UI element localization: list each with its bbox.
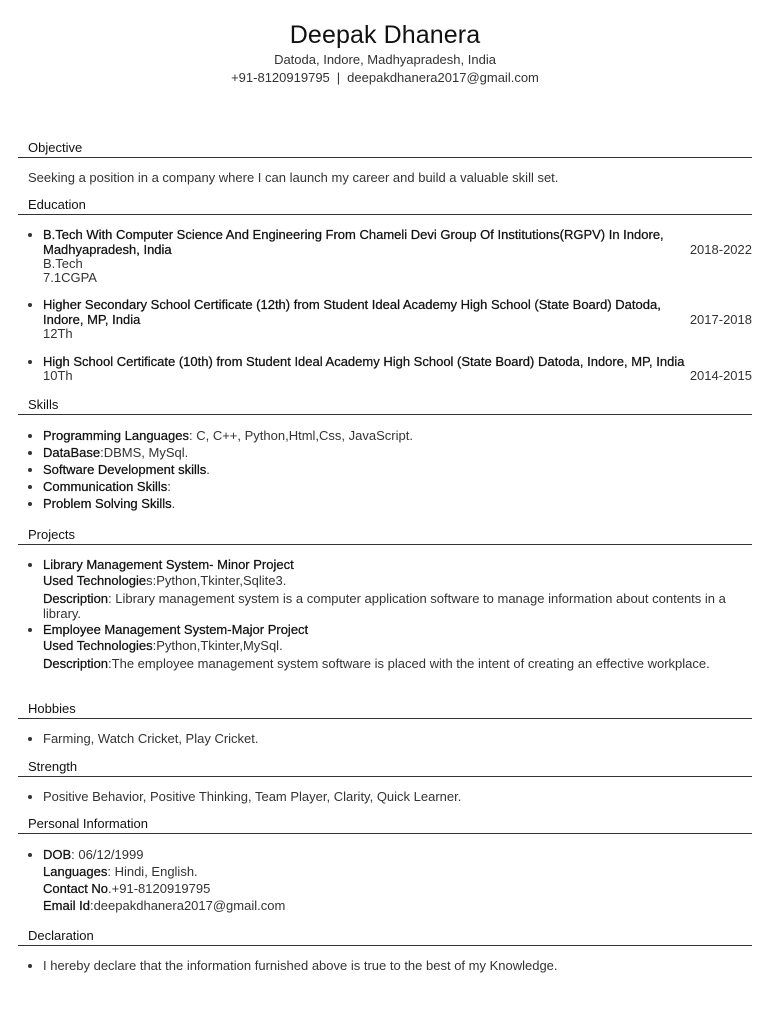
education-degree: 12Th bbox=[43, 326, 73, 341]
education-heading: Education bbox=[18, 197, 752, 215]
project-tech-value: s:Python,Tkinter,Sqlite3. bbox=[146, 573, 287, 588]
dob-label: DOB bbox=[43, 847, 72, 862]
contact-no-value: .+91-8120919795 bbox=[108, 881, 211, 896]
education-item bbox=[43, 353, 752, 383]
hobbies-heading: Hobbies bbox=[18, 701, 752, 719]
project-tech-value: :Python,Tkinter,MySql. bbox=[152, 638, 283, 653]
contact-line bbox=[18, 70, 752, 85]
project-title: • Library Management System- Minor Project bbox=[43, 557, 294, 572]
education-item bbox=[43, 226, 752, 286]
skill-detail: . bbox=[206, 462, 210, 477]
education-degree: 10Th bbox=[43, 368, 73, 383]
education-years: 2017-2018 bbox=[689, 312, 752, 327]
skill-detail: : C, C++, Python,Html,Css, JavaScript. bbox=[188, 428, 413, 443]
education-title: • Higher Secondary School Certificate (12th) from Student Ideal Academy High School (State Board) Datoda, Indore, MP, India bbox=[43, 297, 661, 327]
skill-label: Problem Solving Skills bbox=[43, 496, 172, 511]
skill-detail: . bbox=[171, 496, 176, 511]
contact-separator: | bbox=[336, 70, 341, 85]
project-desc-value: : Library management system is a computer application software to manage information about contents in a library. bbox=[43, 591, 726, 621]
education-title: • B.Tech With Computer Science And Engineering From Chameli Devi Group Of Institutions(RGPV) In Indore, Madhyapradesh, India bbox=[43, 227, 664, 257]
project-tech-label: Used Technologie bbox=[43, 573, 147, 588]
candidate-address: Datoda, Indore, Madhyapradesh, India bbox=[274, 52, 496, 67]
project-desc-label: Description bbox=[43, 656, 109, 671]
skill-label: Programming Languages bbox=[43, 428, 189, 443]
project-title: • Employee Management System-Major Project bbox=[43, 622, 309, 637]
project-item bbox=[43, 621, 752, 671]
declaration-heading: Declaration bbox=[18, 928, 752, 946]
skill-label: DataBase bbox=[43, 445, 101, 460]
email-id-value: :deepakdhanera2017@gmail.com bbox=[89, 898, 286, 913]
personal-info-section bbox=[18, 816, 752, 914]
skill-label: Software Development skills bbox=[43, 462, 207, 477]
declaration-item: • I hereby declare that the information furnished above is true to the best of my Knowledge. bbox=[43, 957, 752, 974]
phone-number: +91-8120919795 bbox=[231, 70, 330, 85]
skills-section bbox=[18, 397, 752, 512]
objective-section bbox=[18, 140, 752, 185]
hobbies-section bbox=[18, 701, 752, 747]
education-degree: B.Tech bbox=[43, 256, 83, 271]
skill-item bbox=[43, 495, 752, 512]
project-tech-label: Used Technologies bbox=[43, 638, 153, 653]
skill-detail: : bbox=[167, 479, 171, 494]
objective-heading: Objective bbox=[18, 140, 752, 158]
education-years: 2018-2022 bbox=[689, 242, 752, 257]
project-desc-label: Description bbox=[43, 591, 109, 606]
skill-item bbox=[43, 427, 752, 444]
email-address: deepakdhanera2017@gmail.com bbox=[347, 70, 539, 85]
education-section bbox=[18, 197, 752, 383]
objective-text: Seeking a position in a company where I can launch my career and build a valuable skill set. bbox=[28, 170, 559, 185]
personal-info-item bbox=[43, 846, 752, 914]
project-item bbox=[43, 556, 752, 621]
languages-value: : Hindi, English. bbox=[107, 864, 198, 879]
hobby-item: • Farming, Watch Cricket, Play Cricket. bbox=[43, 730, 752, 747]
skill-detail: :DBMS, MySql. bbox=[100, 445, 189, 460]
skill-item bbox=[43, 444, 752, 461]
education-years: 2014-2015 bbox=[689, 368, 752, 383]
skills-heading: Skills bbox=[18, 397, 752, 415]
project-desc-value: :The employee management system software is placed with the intent of creating an effective workplace. bbox=[108, 656, 710, 671]
skill-item bbox=[43, 478, 752, 495]
strength-section bbox=[18, 759, 752, 805]
email-id-label: Email Id bbox=[43, 898, 90, 913]
education-title: • High School Certificate (10th) from Student Ideal Academy High School (State Board) Datoda, Indore, MP, India bbox=[43, 354, 685, 369]
dob-value: : 06/12/1999 bbox=[71, 847, 144, 862]
contact-no-label: Contact No bbox=[43, 881, 109, 896]
skill-item bbox=[43, 461, 752, 478]
education-item bbox=[43, 296, 752, 353]
candidate-name: Deepak Dhanera bbox=[289, 21, 481, 49]
languages-label: Languages bbox=[43, 864, 108, 879]
declaration-section bbox=[18, 928, 752, 974]
education-score: 7.1CGPA bbox=[43, 270, 97, 285]
projects-section bbox=[18, 527, 752, 671]
personal-info-heading: Personal Information bbox=[18, 816, 752, 834]
projects-heading: Projects bbox=[18, 527, 752, 545]
skill-label: Communication Skills bbox=[43, 479, 168, 494]
strength-heading: Strength bbox=[18, 759, 752, 777]
strength-item: • Positive Behavior, Positive Thinking, Team Player, Clarity, Quick Learner. bbox=[43, 788, 752, 805]
